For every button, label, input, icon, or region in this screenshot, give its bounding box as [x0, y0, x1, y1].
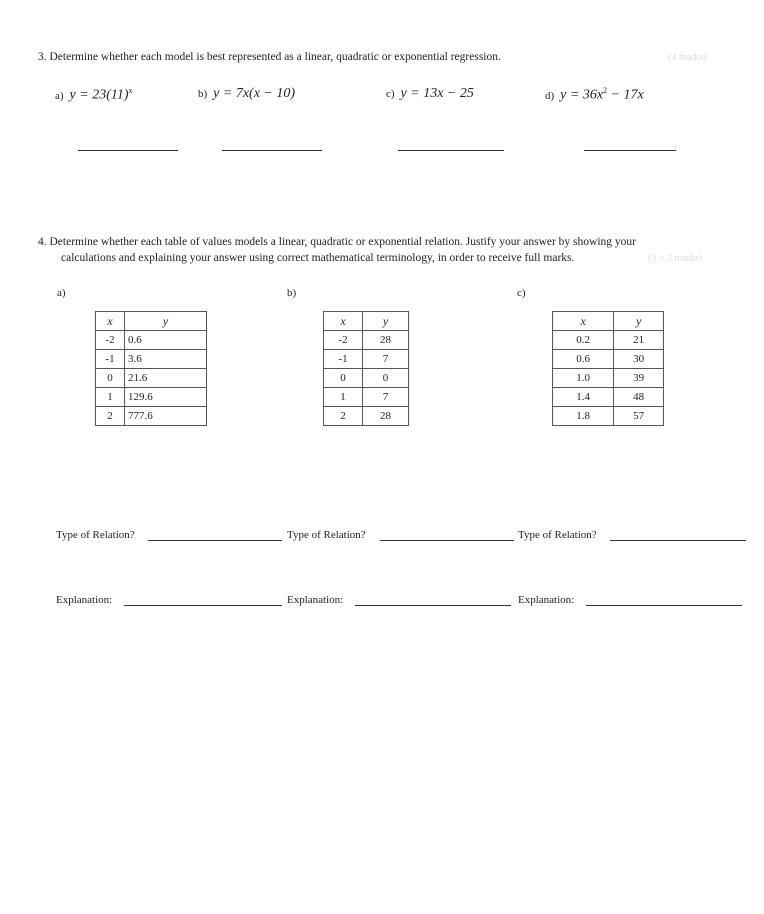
- table-b-label: b): [287, 287, 297, 299]
- answer-line-c[interactable]: [398, 150, 504, 151]
- table-row: [553, 369, 664, 388]
- question-3-text: 3. Determine whether each model is best represented as a linear, quadratic or exponential regression.: [38, 51, 501, 63]
- table-cell: 1.4: [553, 388, 614, 407]
- table-cell: 28: [362, 331, 408, 350]
- table-cell: 3.6: [125, 350, 207, 369]
- table-cell: -1: [96, 350, 125, 369]
- table-cell: 21: [614, 331, 664, 350]
- column-header: x: [96, 312, 125, 331]
- question-4-marks: (3 × 3 marks): [648, 253, 703, 264]
- table-cell: 1.0: [553, 369, 614, 388]
- table-row: [324, 388, 409, 407]
- explanation-label-b: Explanation:: [287, 594, 344, 606]
- q3-item-c: c) y = 13x − 25: [386, 86, 474, 101]
- type-line-c[interactable]: [610, 540, 746, 541]
- table-cell: 21.6: [125, 369, 207, 388]
- explanation-line-a[interactable]: [124, 605, 282, 606]
- table-row: [96, 369, 207, 388]
- table-row: [324, 369, 409, 388]
- column-header: x: [553, 312, 614, 331]
- answer-line-d[interactable]: [584, 150, 676, 151]
- table-row: [96, 407, 207, 426]
- table-row: [553, 388, 664, 407]
- table-cell: 129.6: [125, 388, 207, 407]
- table-cell: 48: [614, 388, 664, 407]
- question-4-line2: calculations and explaining your answer using correct mathematical terminology, in order to receive full marks.: [61, 252, 575, 264]
- table-cell: 7: [362, 388, 408, 407]
- column-header: x: [324, 312, 363, 331]
- q3-item-b: b) y = 7x(x − 10): [198, 86, 296, 101]
- answer-line-b[interactable]: [222, 150, 322, 151]
- table-cell: -2: [96, 331, 125, 350]
- table-cell: 1: [96, 388, 125, 407]
- table-row: [324, 331, 409, 350]
- type-label-b: Type of Relation?: [287, 529, 366, 541]
- table-row: [553, 331, 664, 350]
- table-header-row: [553, 312, 664, 331]
- table-cell: 0.6: [125, 331, 207, 350]
- table-cell: 0.6: [553, 350, 614, 369]
- table-row: [96, 388, 207, 407]
- q3-item-a: a) $y = 23(11)^x$: [55, 86, 133, 103]
- table-cell: 30: [614, 350, 664, 369]
- table-cell: 1: [324, 388, 363, 407]
- q3-item-d: d) $y = 36x^2 - 17x$: [545, 86, 644, 103]
- table-a-label: a): [57, 287, 66, 299]
- answer-line-a[interactable]: [78, 150, 178, 151]
- explanation-label-c: Explanation:: [518, 594, 575, 606]
- table-cell: 28: [362, 407, 408, 426]
- type-line-a[interactable]: [148, 540, 282, 541]
- table-b: [323, 311, 409, 426]
- table-cell: 1.8: [553, 407, 614, 426]
- type-label-c: Type of Relation?: [518, 529, 597, 541]
- table-cell: 0: [96, 369, 125, 388]
- table-cell: 2: [96, 407, 125, 426]
- table-cell: 0: [362, 369, 408, 388]
- type-line-b[interactable]: [380, 540, 514, 541]
- explanation-line-c[interactable]: [586, 605, 742, 606]
- column-header: y: [614, 312, 664, 331]
- table-row: [553, 350, 664, 369]
- table-header-row: [96, 312, 207, 331]
- type-label-a: Type of Relation?: [56, 529, 135, 541]
- table-cell: 57: [614, 407, 664, 426]
- table-cell: 39: [614, 369, 664, 388]
- table-c-label: c): [517, 287, 526, 299]
- question-3-marks: (4 marks): [668, 52, 707, 63]
- column-header: y: [362, 312, 408, 331]
- table-c: [552, 311, 664, 426]
- table-cell: 7: [362, 350, 408, 369]
- table-row: [324, 407, 409, 426]
- table-cell: 0.2: [553, 331, 614, 350]
- table-cell: -1: [324, 350, 363, 369]
- table-cell: 0: [324, 369, 363, 388]
- question-4-line1: 4. Determine whether each table of values models a linear, quadratic or exponential relation. Justify your answer by showing your: [38, 236, 636, 248]
- explanation-line-b[interactable]: [355, 605, 511, 606]
- table-row: [553, 407, 664, 426]
- table-row: [324, 350, 409, 369]
- explanation-label-a: Explanation:: [56, 594, 113, 606]
- table-cell: 2: [324, 407, 363, 426]
- table-a: [95, 311, 207, 426]
- table-header-row: [324, 312, 409, 331]
- column-header: y: [125, 312, 207, 331]
- table-cell: -2: [324, 331, 363, 350]
- table-cell: 777.6: [125, 407, 207, 426]
- table-row: [96, 350, 207, 369]
- table-row: [96, 331, 207, 350]
